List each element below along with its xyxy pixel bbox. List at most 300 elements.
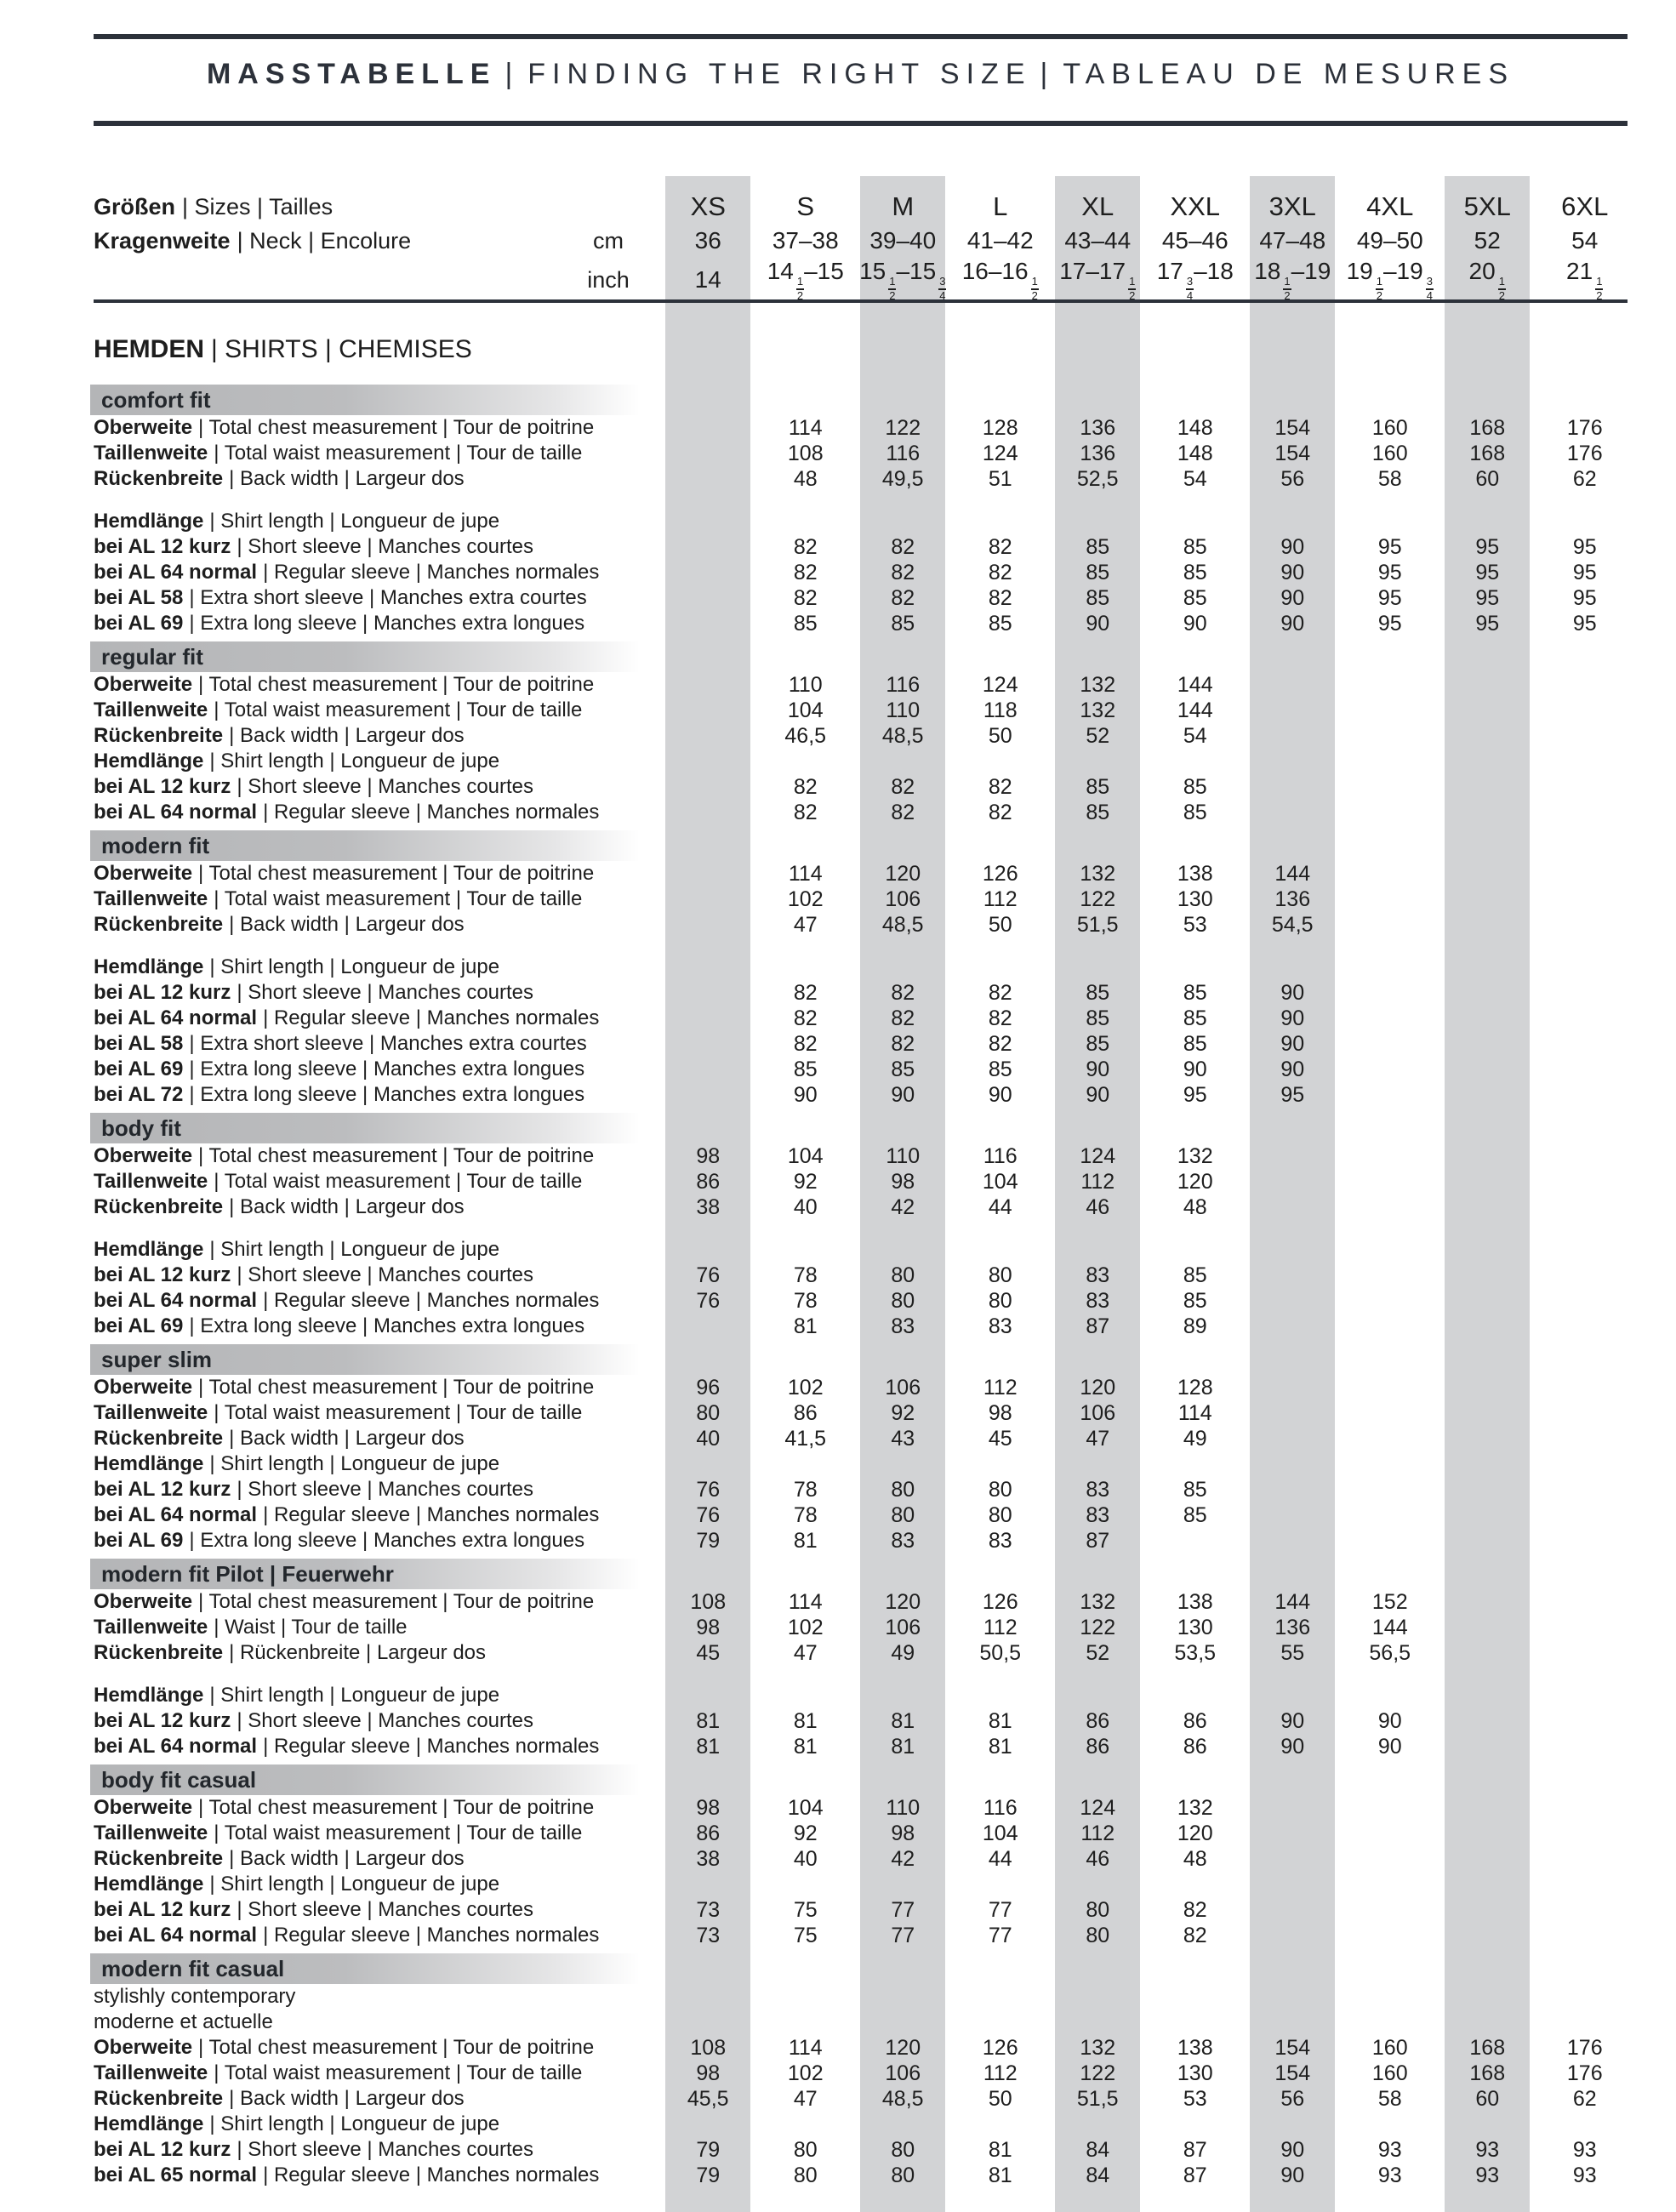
value-cell: 86 (793, 1401, 818, 1425)
measurement-row (94, 749, 1635, 774)
value-cell: 95 (1572, 561, 1597, 584)
neck-label-rest: | Neck | Encolure (237, 227, 412, 254)
value-cell (1439, 1477, 1536, 1502)
value-cell: 136 (1274, 887, 1311, 911)
value-cell: 73 (696, 1898, 721, 1922)
value-cell: 95 (1183, 1083, 1207, 1107)
value-cell: 77 (891, 1898, 915, 1922)
measurement-label (94, 1846, 659, 1872)
title-separator: | (505, 58, 520, 90)
measurement-row (94, 2035, 1635, 2061)
section-header (90, 1953, 657, 1984)
value-cell (1244, 1375, 1342, 1400)
value-cell (1244, 1169, 1342, 1194)
value-cell: 87 (1086, 1529, 1110, 1553)
section-super-slim (94, 1344, 1635, 1554)
value-cell: 112 (983, 887, 1018, 911)
value-cell (1439, 912, 1536, 938)
value-cell (1244, 1795, 1342, 1821)
value-cell: 44 (988, 1195, 1012, 1219)
size-name-cell: 3XL (1268, 191, 1316, 221)
measurement-label-de: Hemdlänge (94, 2112, 204, 2135)
stacked-fraction: $\frac{1}{2}$ (796, 275, 804, 302)
value-cell (1439, 1683, 1536, 1708)
measurement-label-de: bei AL 12 kurz (94, 535, 231, 558)
value-cell (952, 1872, 1050, 1897)
value-cell: 80 (1086, 1898, 1110, 1922)
value-cell (1439, 800, 1536, 825)
measurement-label (94, 534, 659, 560)
value-cell: 98 (891, 1170, 915, 1194)
value-cell: 114 (788, 416, 823, 440)
value-cell: 82 (988, 801, 1012, 824)
value-cell (1439, 1194, 1536, 1220)
measurement-row (94, 1708, 1635, 1734)
measurement-row (94, 1683, 1635, 1708)
value-cell: 90 (1280, 1735, 1305, 1759)
value-cell (757, 1683, 855, 1708)
value-cell (659, 1237, 757, 1263)
value-cell: 132 (1177, 1144, 1213, 1168)
value-cell (1244, 1923, 1342, 1948)
value-cell (1147, 2112, 1245, 2137)
value-cell (1439, 1263, 1536, 1288)
measurement-label-i18n: | Regular sleeve | Manches normales (263, 801, 600, 824)
section-modern-fit (94, 830, 1635, 1108)
measurement-row (94, 509, 1635, 534)
value-cell (1244, 1477, 1342, 1502)
value-cell: 45 (696, 1641, 721, 1665)
value-cell: 85 (988, 612, 1012, 636)
measurement-row (94, 1400, 1635, 1426)
value-cell (1342, 698, 1439, 723)
size-name-cell: 4XL (1366, 191, 1414, 221)
value-cell (1536, 1923, 1634, 1948)
value-cell: 90 (1280, 535, 1305, 559)
value-cell (854, 1683, 952, 1708)
value-cell: 50 (988, 724, 1012, 748)
value-cell: 148 (1177, 442, 1213, 465)
value-cell: 87 (1183, 2164, 1207, 2187)
value-cell (1439, 1708, 1536, 1734)
value-cell (1342, 749, 1439, 774)
value-cell (1536, 1400, 1634, 1426)
value-cell: 48 (793, 467, 818, 491)
measurement-label-i18n: | Total chest measurement | Tour de poitrine (198, 2036, 595, 2059)
value-cell (1439, 1426, 1536, 1451)
size-header-label (94, 194, 659, 220)
value-cell: 124 (982, 442, 1018, 465)
value-cell (659, 912, 757, 938)
measurement-row (94, 1194, 1635, 1220)
size-name-cell: XL (1081, 191, 1114, 221)
value-cell: 90 (1280, 2138, 1305, 2162)
measurement-label (94, 585, 659, 611)
value-cell: 46 (1086, 1195, 1110, 1219)
value-cell: 122 (1080, 887, 1116, 911)
value-cell (1439, 698, 1536, 723)
value-cell: 49,5 (881, 467, 924, 491)
value-cell: 41,5 (784, 1427, 827, 1451)
value-cell: 98 (696, 1144, 721, 1168)
value-cell (1147, 1683, 1245, 1708)
measurement-row (94, 1288, 1635, 1314)
measurement-label-de: Hemdlänge (94, 750, 204, 772)
stacked-fraction: $\frac{1}{2}$ (889, 275, 896, 302)
value-cell: 122 (1080, 1616, 1116, 1639)
value-cell: 83 (1086, 1263, 1110, 1287)
measurement-label-de: bei AL 72 (94, 1083, 184, 1106)
sizes-label-de: Größen (94, 193, 176, 219)
inch-header-label (94, 267, 659, 294)
value-cell: 95 (1572, 612, 1597, 636)
measurement-label-i18n: | Regular sleeve | Manches normales (263, 1924, 600, 1947)
value-cell: 102 (787, 1376, 824, 1400)
value-cell: 95 (1475, 561, 1500, 584)
value-cell: 128 (982, 416, 1018, 440)
value-cell (659, 1451, 757, 1477)
value-cell: 51,5 (1076, 2087, 1119, 2111)
measurement-label (94, 1263, 659, 1288)
value-cell (1536, 1006, 1634, 1031)
value-cell (1439, 1502, 1536, 1528)
measurement-label-i18n: | Shirt length | Longueur de jupe (209, 1873, 500, 1896)
value-cell: 82 (988, 1006, 1012, 1030)
measurement-label-de: Oberweite (94, 1144, 193, 1167)
neck-inch-cell: 17–17 $\frac{1}{2}$ (1059, 258, 1136, 302)
value-cell: 83 (988, 1529, 1012, 1553)
measurement-label-de: Hemdlänge (94, 1873, 204, 1896)
value-cell (1244, 1400, 1342, 1426)
measurement-row (94, 585, 1635, 611)
value-cell: 77 (988, 1898, 1012, 1922)
measurement-row (94, 861, 1635, 887)
value-cell: 83 (1086, 1289, 1110, 1313)
value-cell: 126 (982, 2036, 1018, 2060)
value-cell (1439, 1006, 1536, 1031)
measurement-label-i18n: | Back width | Largeur dos (229, 724, 465, 747)
value-cell: 78 (793, 1289, 818, 1313)
section-regular-fit (94, 641, 1635, 825)
value-cell (1342, 1426, 1439, 1451)
value-cell (1244, 955, 1342, 980)
value-cell (1147, 749, 1245, 774)
neck-inch-cell: 15 $\frac{1}{2}$ –15 $\frac{3}{4}$ (859, 258, 946, 302)
measurement-label-de: Hemdlänge (94, 1452, 204, 1475)
neck-inch-cell: 19 $\frac{1}{2}$ –19 $\frac{3}{4}$ (1346, 258, 1433, 302)
value-cell (1536, 672, 1634, 698)
unit-inch-label: inch (587, 266, 630, 293)
measurement-label-de: Taillenweite (94, 698, 208, 721)
value-cell (757, 955, 855, 980)
value-cell: 80 (891, 1263, 915, 1287)
section-header (90, 1113, 657, 1143)
value-cell: 95 (1475, 535, 1500, 559)
value-cell: 82 (988, 586, 1012, 610)
value-cell (1244, 1821, 1342, 1846)
value-cell: 98 (696, 2061, 721, 2085)
value-cell: 85 (1183, 981, 1207, 1005)
value-cell: 160 (1371, 442, 1408, 465)
value-cell (1244, 1846, 1342, 1872)
value-cell: 120 (1177, 1821, 1213, 1845)
measurement-label (94, 774, 659, 800)
value-cell: 90 (1086, 1083, 1110, 1107)
measurement-label-i18n: | Total waist measurement | Tour de taille (214, 442, 583, 465)
measurement-label (94, 1708, 659, 1734)
value-cell (1536, 723, 1634, 749)
value-cell (1049, 509, 1147, 534)
value-cell: 114 (788, 1590, 823, 1614)
value-cell (1439, 1846, 1536, 1872)
measurement-label-i18n: | Extra long sleeve | Manches extra longues (189, 1058, 585, 1080)
value-cell (1244, 1502, 1342, 1528)
value-cell (1439, 1143, 1536, 1169)
measurement-label (94, 1237, 659, 1263)
measurement-label-de: Taillenweite (94, 1616, 208, 1639)
value-cell (1439, 1031, 1536, 1057)
value-cell: 79 (696, 1529, 721, 1553)
value-cell: 95 (1572, 535, 1597, 559)
measurement-label-de: Rückenbreite (94, 724, 224, 747)
title-separator: | (1040, 58, 1055, 90)
value-cell (1342, 1477, 1439, 1502)
measurement-row (94, 1528, 1635, 1554)
measurement-row (94, 2112, 1635, 2137)
value-cell (1049, 1237, 1147, 1263)
value-cell: 102 (787, 887, 824, 911)
value-cell (952, 2112, 1050, 2137)
measurement-label-de: Rückenbreite (94, 1427, 224, 1450)
value-cell: 85 (793, 612, 818, 636)
value-cell: 114 (1177, 1401, 1212, 1425)
stacked-fraction: $\frac{3}{4}$ (939, 275, 946, 302)
value-cell: 108 (787, 442, 824, 465)
measurement-label (94, 1057, 659, 1082)
value-cell: 82 (988, 981, 1012, 1005)
value-cell (1342, 1314, 1439, 1339)
measurement-label-de: bei AL 12 kurz (94, 1709, 231, 1732)
value-cell (1342, 1031, 1439, 1057)
measurement-label-de: bei AL 12 kurz (94, 981, 231, 1004)
sizes-label-rest: | Sizes | Tailles (182, 193, 333, 219)
value-cell (1536, 1169, 1634, 1194)
value-cell (1342, 1288, 1439, 1314)
value-cell (1536, 1589, 1634, 1615)
measurement-label (94, 672, 659, 698)
section-body-fit-casual (94, 1764, 1635, 1948)
value-cell (1536, 1846, 1634, 1872)
value-cell: 144 (1371, 1616, 1408, 1639)
measurement-label-i18n: | Rückenbreite | Largeur dos (229, 1641, 487, 1664)
value-cell: 95 (1377, 586, 1402, 610)
value-cell: 110 (886, 698, 921, 722)
value-cell (659, 1031, 757, 1057)
section-header-label: modern fit casual (101, 1956, 285, 1981)
value-cell: 80 (793, 2138, 818, 2162)
value-cell: 92 (793, 1170, 818, 1194)
section-header (90, 1764, 657, 1795)
measurement-label-de: bei AL 64 normal (94, 561, 258, 584)
value-cell (1244, 1451, 1342, 1477)
value-cell (757, 509, 855, 534)
value-cell: 82 (1183, 1924, 1207, 1947)
value-cell: 82 (988, 1032, 1012, 1056)
value-cell (1244, 749, 1342, 774)
neck-cm-cell: 36 (694, 227, 721, 254)
measurement-row (94, 1006, 1635, 1031)
value-cell (1439, 1528, 1536, 1554)
value-cell (1536, 1683, 1634, 1708)
value-cell (659, 980, 757, 1006)
value-cell: 90 (1183, 1058, 1207, 1081)
value-cell: 52 (1086, 1641, 1110, 1665)
measurement-label-de: Taillenweite (94, 2061, 208, 2084)
value-cell: 116 (886, 673, 921, 697)
measurement-label-i18n: | Total chest measurement | Tour de poitrine (198, 1796, 595, 1819)
value-cell: 144 (1274, 1590, 1311, 1614)
value-cell: 80 (696, 1401, 721, 1425)
neck-cm-cell: 47–48 (1259, 227, 1326, 254)
measurement-label-de: Oberweite (94, 673, 193, 696)
measurement-label-i18n: | Back width | Largeur dos (229, 467, 465, 490)
neck-cm-cell: 45–46 (1161, 227, 1228, 254)
value-cell (1244, 1683, 1342, 1708)
value-cell: 90 (1280, 1058, 1305, 1081)
value-cell: 47 (793, 913, 818, 937)
neck-cm-cell: 49–50 (1356, 227, 1423, 254)
value-cell: 62 (1572, 2087, 1597, 2111)
value-cell: 46,5 (784, 724, 827, 748)
value-cell (1342, 955, 1439, 980)
value-cell: 95 (1475, 612, 1500, 636)
measurement-label (94, 1528, 659, 1554)
measurement-label-de: Taillenweite (94, 442, 208, 465)
value-cell: 86 (1183, 1709, 1207, 1733)
measurement-label-de: bei AL 69 (94, 612, 184, 635)
value-cell: 82 (793, 561, 818, 584)
value-cell (659, 509, 757, 534)
value-cell: 80 (793, 2164, 818, 2187)
value-cell: 176 (1566, 442, 1603, 465)
value-cell (659, 611, 757, 636)
value-cell: 90 (793, 1083, 818, 1107)
measurement-label-de: bei AL 58 (94, 586, 184, 609)
value-cell (1536, 1143, 1634, 1169)
value-cell: 90 (1280, 1032, 1305, 1056)
stacked-fraction: $\frac{1}{2}$ (1031, 275, 1038, 302)
neck-header-label (94, 228, 659, 254)
value-cell (1439, 1451, 1536, 1477)
value-cell: 93 (1475, 2164, 1500, 2187)
measurement-row (94, 800, 1635, 825)
value-cell: 85 (1086, 981, 1110, 1005)
value-cell (659, 585, 757, 611)
measurement-label-de: bei AL 64 normal (94, 1503, 258, 1526)
measurement-label-de: Oberweite (94, 1590, 193, 1613)
value-cell: 168 (1469, 2036, 1506, 2060)
value-cell (1536, 1528, 1634, 1554)
value-cell: 60 (1475, 2087, 1500, 2111)
size-name-cell: XS (690, 191, 726, 221)
value-cell: 95 (1377, 612, 1402, 636)
value-cell: 83 (988, 1314, 1012, 1338)
category-rest: | SHIRTS | CHEMISES (211, 335, 472, 363)
value-cell: 120 (885, 1590, 921, 1614)
measurement-label (94, 2112, 659, 2137)
value-cell (757, 749, 855, 774)
measurement-row (94, 1872, 1635, 1897)
value-cell (1439, 509, 1536, 534)
measurement-row (94, 1615, 1635, 1640)
value-cell: 138 (1177, 2036, 1213, 2060)
measurement-row (94, 774, 1635, 800)
measurement-label-i18n: | Extra short sleeve | Manches extra courtes (189, 586, 587, 609)
value-cell: 86 (696, 1170, 721, 1194)
measurement-label-de: Rückenbreite (94, 1641, 224, 1664)
measurement-label-i18n: | Regular sleeve | Manches normales (263, 561, 600, 584)
value-cell: 53 (1183, 2087, 1207, 2111)
value-cell: 90 (1377, 1735, 1402, 1759)
value-cell (757, 1872, 855, 1897)
value-cell: 132 (1080, 698, 1116, 722)
value-cell (1342, 800, 1439, 825)
measurement-label-i18n: | Shirt length | Longueur de jupe (209, 2112, 500, 2135)
measurement-label (94, 1897, 659, 1923)
measurement-label-i18n: | Back width | Largeur dos (229, 1847, 465, 1870)
value-cell (1536, 887, 1634, 912)
value-cell (659, 887, 757, 912)
value-cell: 132 (1080, 862, 1116, 886)
value-cell: 176 (1566, 2036, 1603, 2060)
value-cell: 85 (1183, 1289, 1207, 1313)
value-cell: 45,5 (687, 2087, 729, 2111)
spacer-row (94, 1666, 1635, 1683)
value-cell (1439, 1734, 1536, 1759)
value-cell (1342, 1923, 1439, 1948)
value-cell: 81 (988, 2138, 1012, 2162)
measurement-label-de: bei AL 69 (94, 1058, 184, 1080)
value-cell: 124 (1080, 1796, 1116, 1820)
neck-cm-row (94, 224, 1635, 258)
value-cell: 43 (891, 1427, 915, 1451)
measurement-label (94, 1288, 659, 1314)
measurement-label-i18n: | Regular sleeve | Manches normales (263, 2164, 600, 2186)
value-cell: 47 (1086, 1427, 1110, 1451)
value-cell (1342, 1795, 1439, 1821)
measurement-label (94, 1031, 659, 1057)
value-cell: 82 (793, 1006, 818, 1030)
value-cell (1244, 1426, 1342, 1451)
value-cell (659, 698, 757, 723)
value-cell: 118 (983, 698, 1018, 722)
measurement-label (94, 1589, 659, 1615)
value-cell: 82 (793, 535, 818, 559)
value-cell: 85 (1183, 586, 1207, 610)
neck-inch-row (94, 258, 1635, 302)
section-header-label: body fit (101, 1115, 181, 1141)
value-cell: 50 (988, 2087, 1012, 2111)
value-cell: 82 (1183, 1898, 1207, 1922)
value-cell (659, 466, 757, 492)
measurement-label-de: Oberweite (94, 1376, 193, 1399)
value-cell (1342, 1400, 1439, 1426)
value-cell: 98 (988, 1401, 1012, 1425)
value-cell: 96 (696, 1376, 721, 1400)
section-header (90, 830, 657, 861)
measurement-row (94, 955, 1635, 980)
measurement-label-i18n: | Short sleeve | Manches courtes (237, 1478, 534, 1501)
